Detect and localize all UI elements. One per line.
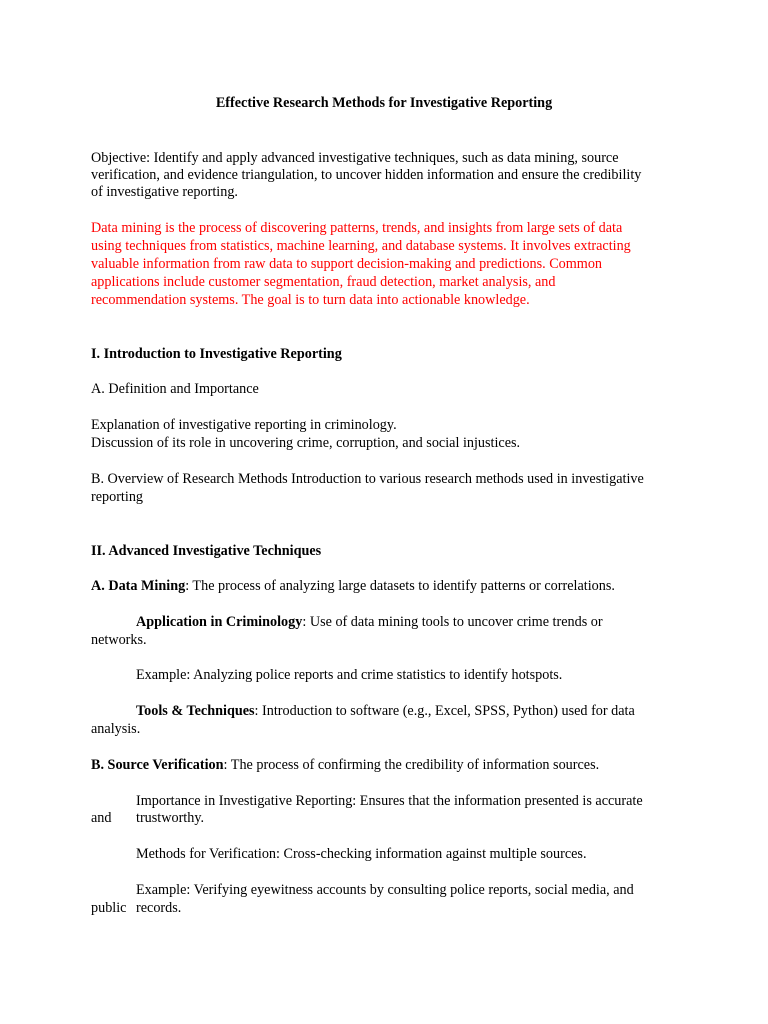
data-mining-text: : The process of analyzing large datasets to identify patterns or correlations. [185, 578, 615, 594]
section-1b-line-1: B. Overview of Research Methods Introduction to various research methods used in investigative [91, 471, 644, 487]
section-1a-line-2: Discussion of its role in uncovering crime, corruption, and social injustices. [91, 435, 521, 451]
tools-text: : Introduction to software (e.g., Excel, SPSS, Python) used for data [254, 703, 635, 719]
data-mining-example: Example: Analyzing police reports and crime statistics to identify hotspots. [136, 667, 563, 683]
verification-example-line-1: Example: Verifying eyewitness accounts by consulting police reports, social media, and [136, 882, 634, 898]
section-1a-heading: A. Definition and Importance [91, 381, 259, 397]
highlight-line-3: valuable information from raw data to support decision-making and predictions. Common [91, 256, 603, 272]
data-mining-label: A. Data Mining [91, 578, 186, 594]
highlight-line-4: applications include customer segmentation, fraud detection, market analysis, and [91, 274, 556, 290]
highlight-line-1: Data mining is the process of discovering patterns, trends, and insights from large sets of data [91, 220, 623, 236]
tools-paragraph [136, 702, 635, 720]
data-mining-paragraph [91, 577, 615, 595]
section-1a-line-1: Explanation of investigative reporting in criminology. [91, 417, 397, 433]
section-2-heading: II. Advanced Investigative Techniques [91, 543, 322, 559]
highlight-line-5: recommendation systems. The goal is to turn data into actionable knowledge. [91, 292, 530, 308]
application-paragraph [136, 613, 603, 631]
source-verification-paragraph [91, 756, 599, 774]
highlight-line-2: using techniques from statistics, machine learning, and database systems. It involves extracting [91, 238, 631, 254]
application-text: : Use of data mining tools to uncover crime trends or [302, 614, 603, 630]
application-continuation: networks. [91, 632, 147, 648]
section-1-heading: I. Introduction to Investigative Reporting [91, 346, 342, 362]
importance-line-2: trustworthy. [136, 810, 205, 826]
importance-line-1: Importance in Investigative Reporting: Ensures that the information presented is accurate [136, 793, 643, 809]
methods-line: Methods for Verification: Cross-checking information against multiple sources. [136, 846, 587, 862]
verification-example-line-2: records. [136, 900, 182, 916]
section-1b-line-2: reporting [91, 489, 144, 505]
document-title: Effective Research Methods for Investigative Reporting [215, 95, 553, 111]
objective-line-1: Objective: Identify and apply advanced investigative techniques, such as data mining, source [91, 150, 619, 166]
application-label: Application in Criminology [136, 614, 303, 630]
objective-line-3: of investigative reporting. [91, 184, 238, 200]
importance-side-word: and [91, 810, 112, 826]
tools-label: Tools & Techniques [136, 703, 255, 719]
verification-example-side-word: public [91, 900, 127, 916]
objective-line-2: verification, and evidence triangulation, to uncover hidden information and ensure the credibility [91, 167, 642, 183]
source-verification-text: : The process of confirming the credibility of information sources. [223, 757, 600, 773]
source-verification-label: B. Source Verification [91, 757, 224, 773]
tools-continuation: analysis. [91, 721, 141, 737]
